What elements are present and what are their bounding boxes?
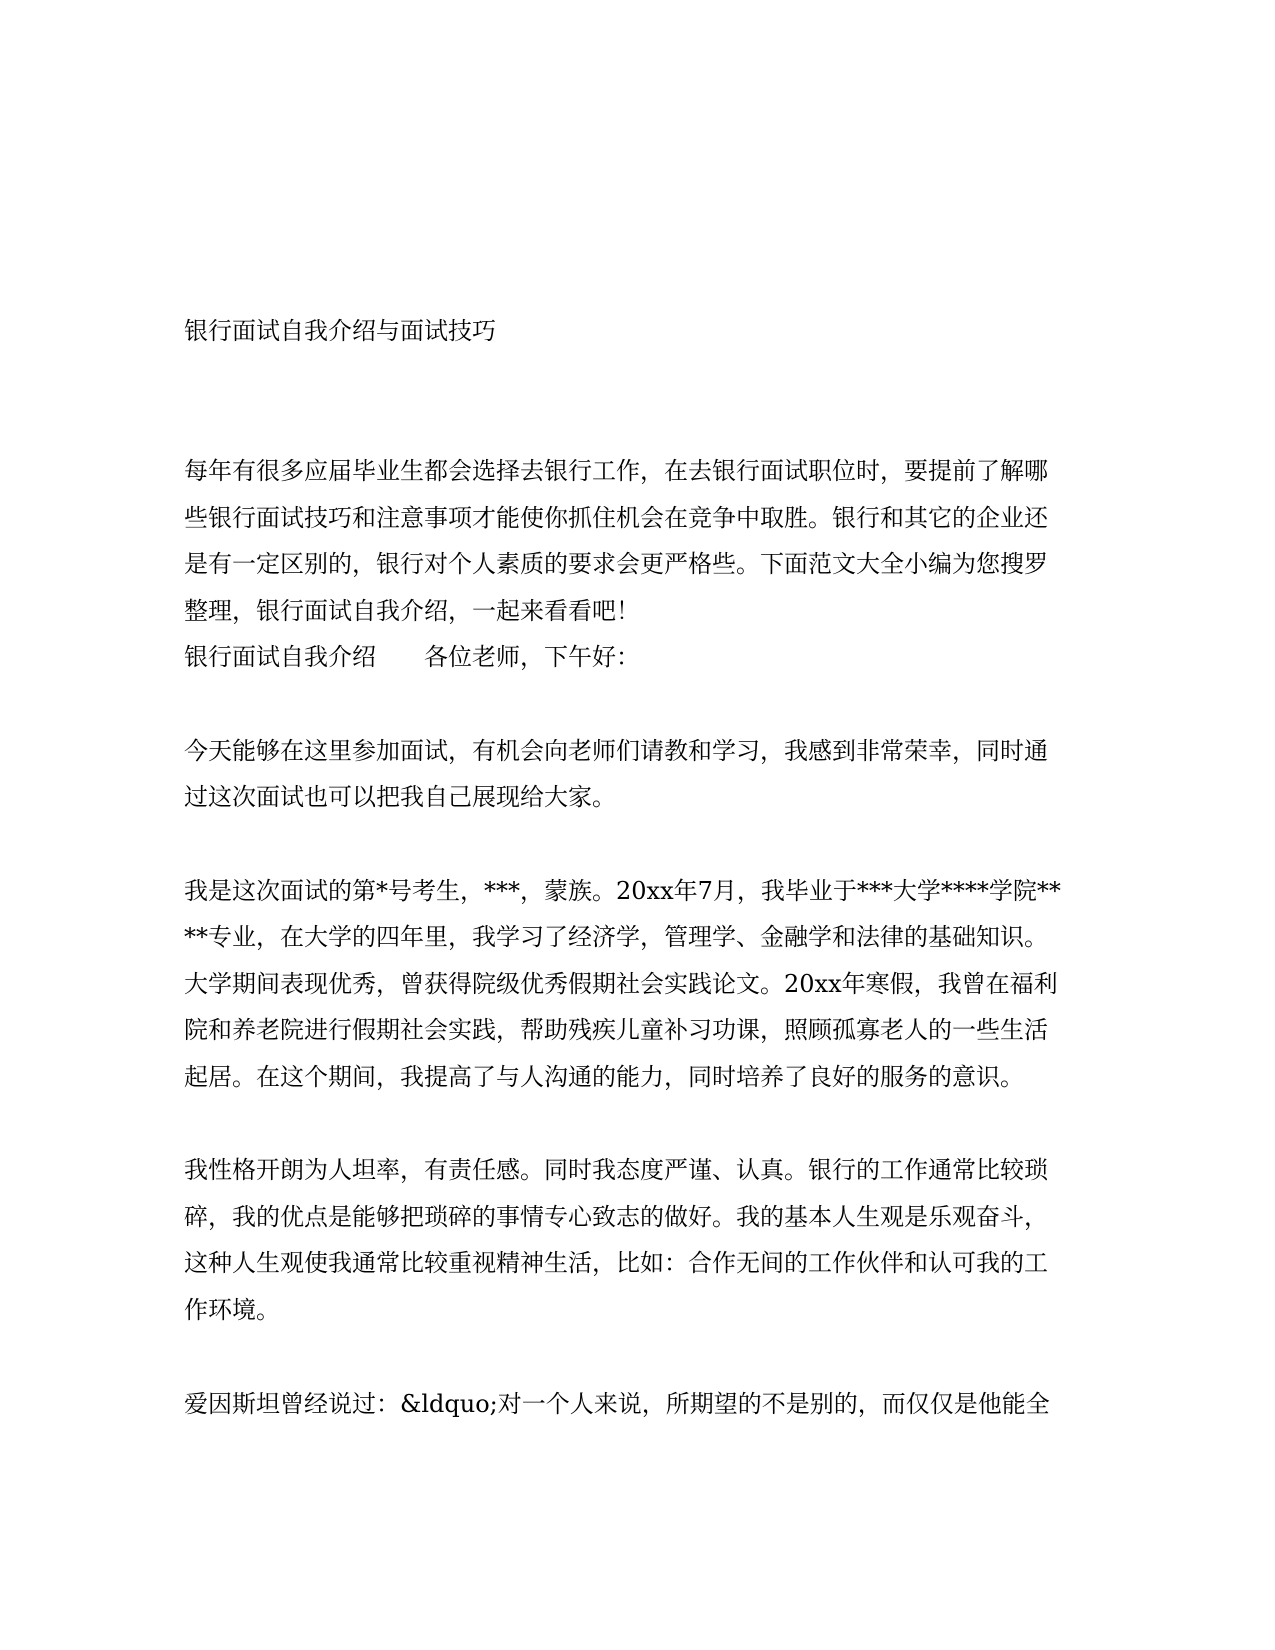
para3-line-2: 碎，我的优点是能够把琐碎的事情专心致志的做好。我的基本人生观是乐观奋斗，: [184, 1203, 1048, 1231]
intro-line-1: 每年有很多应届毕业生都会选择去银行工作，在去银行面试职位时，要提前了解哪: [184, 457, 1048, 485]
intro-line-3: 是有一定区别的，银行对个人素质的要求会更严格些。下面范文大全小编为您搜罗: [184, 550, 1048, 578]
para3-line-3: 这种人生观使我通常比较重视精神生活，比如：合作无间的工作伙伴和认可我的工: [184, 1249, 1048, 1277]
para2-line-5: 起居。在这个期间，我提高了与人沟通的能力，同时培养了良好的服务的意识。: [184, 1063, 1024, 1091]
para3-line-4: 作环境。: [184, 1296, 280, 1324]
intro-line-2: 些银行面试技巧和注意事项才能使你抓住机会在竞争中取胜。银行和其它的企业还: [184, 504, 1048, 532]
para2-line-1: 我是这次面试的第*号考生，***，蒙族。20xx年7月，我毕业于***大学****学院**: [184, 877, 1061, 905]
para1-line-1: 今天能够在这里参加面试，有机会向老师们请教和学习，我感到非常荣幸，同时通: [184, 737, 1048, 765]
section-heading: 银行面试自我介绍: [184, 643, 376, 671]
heading-greeting-line: [184, 642, 1084, 672]
para2-line-3: 大学期间表现优秀，曾获得院级优秀假期社会实践论文。20xx年寒假，我曾在福利: [184, 970, 1058, 998]
greeting: 各位老师，下午好：: [424, 643, 640, 671]
para2-line-4: 院和养老院进行假期社会实践，帮助残疾儿童补习功课，照顾孤寡老人的一些生活: [184, 1016, 1048, 1044]
para2-line-2: **专业，在大学的四年里，我学习了经济学，管理学、金融学和法律的基础知识。: [184, 923, 1048, 951]
para4-line-1: 爱因斯坦曾经说过：&ldquo;对一个人来说，所期望的不是别的，而仅仅是他能全: [184, 1390, 1050, 1418]
para1-line-2: 过这次面试也可以把我自己展现给大家。: [184, 783, 616, 811]
document-title: 银行面试自我介绍与面试技巧: [184, 317, 496, 345]
para3-line-1: 我性格开朗为人坦率，有责任感。同时我态度严谨、认真。银行的工作通常比较琐: [184, 1156, 1048, 1184]
intro-line-4: 整理，银行面试自我介绍，一起来看看吧！: [184, 597, 640, 625]
